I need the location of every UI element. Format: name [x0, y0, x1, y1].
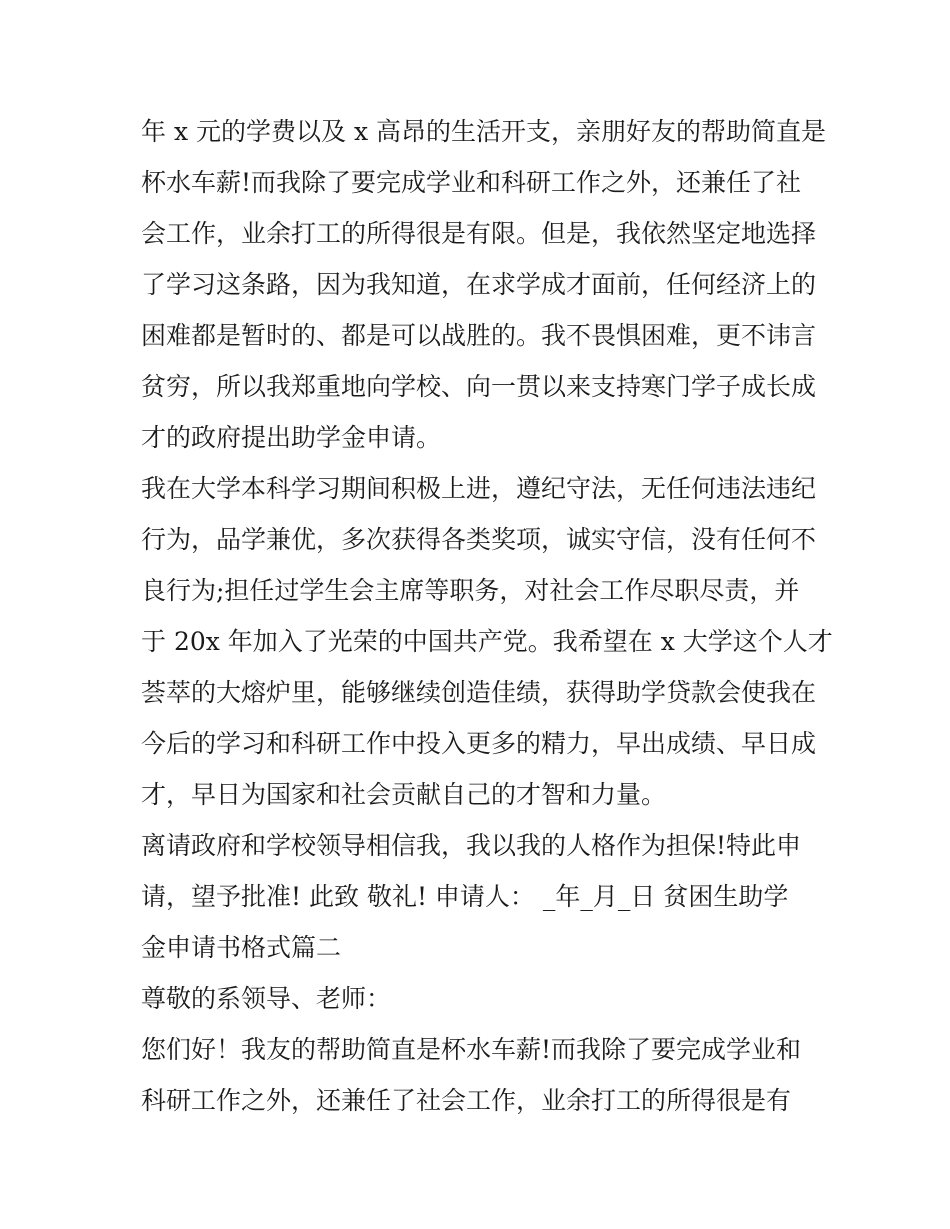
text-line: 良行为;担任过学生会主席等职务，对社会工作尽职尽责，并 — [141, 576, 800, 605]
text-line: 困难都是暂时的、都是可以战胜的。我不畏惧困难，更不讳言 — [141, 321, 817, 350]
text-line: 我在大学本科学习期间积极上进，遵纪守法，无任何违法违纪 — [141, 474, 817, 503]
text-line: 您们好！我友的帮助简直是杯水车薪!而我除了要完成学业和 — [141, 1035, 802, 1064]
text-line: 离请政府和学校领导相信我，我以我的人格作为担保!特此申 — [141, 831, 802, 860]
document-page — [141, 106, 833, 1126]
text-line: 荟萃的大熔炉里，能够继续创造佳绩，获得助学贷款会使我在 — [141, 678, 817, 707]
text-line: 年 x 元的学费以及 x 高昂的生活开支，亲朋好友的帮助简直是 — [141, 117, 826, 146]
salutation: 尊敬的系领导、老师： — [141, 984, 392, 1013]
text-line: 会工作，业余打工的所得很是有限。但是，我依然坚定地选择 — [141, 219, 817, 248]
text-line: 今后的学习和科研工作中投入更多的精力，早出成绩、早日成 — [141, 729, 817, 758]
text-line: 贫穷，所以我郑重地向学校、向一贯以来支持寒门学子成长成 — [141, 372, 817, 401]
text-line: 请，望予批准! 此致 敬礼! 申请人： _年_月_日 贫困生助学 — [141, 882, 789, 911]
text-line: 科研工作之外，还兼任了社会工作，业余打工的所得很是有 — [141, 1086, 792, 1115]
text-line: 杯水车薪!而我除了要完成学业和科研工作之外，还兼任了社 — [141, 168, 802, 197]
section-heading: 金申请书格式篇二 — [141, 933, 342, 962]
text-line: 了学习这条路，因为我知道，在求学成才面前，任何经济上的 — [141, 270, 817, 299]
text-line: 才的政府提出助学金申请。 — [141, 423, 442, 452]
text-line: 才，早日为国家和社会贡献自己的才智和力量。 — [141, 780, 667, 809]
text-line: 于 20x 年加入了光荣的中国共产党。我希望在 x 大学这个人才 — [141, 627, 833, 656]
text-line: 行为，品学兼优，多次获得各类奖项，诚实守信，没有任何不 — [141, 525, 817, 554]
